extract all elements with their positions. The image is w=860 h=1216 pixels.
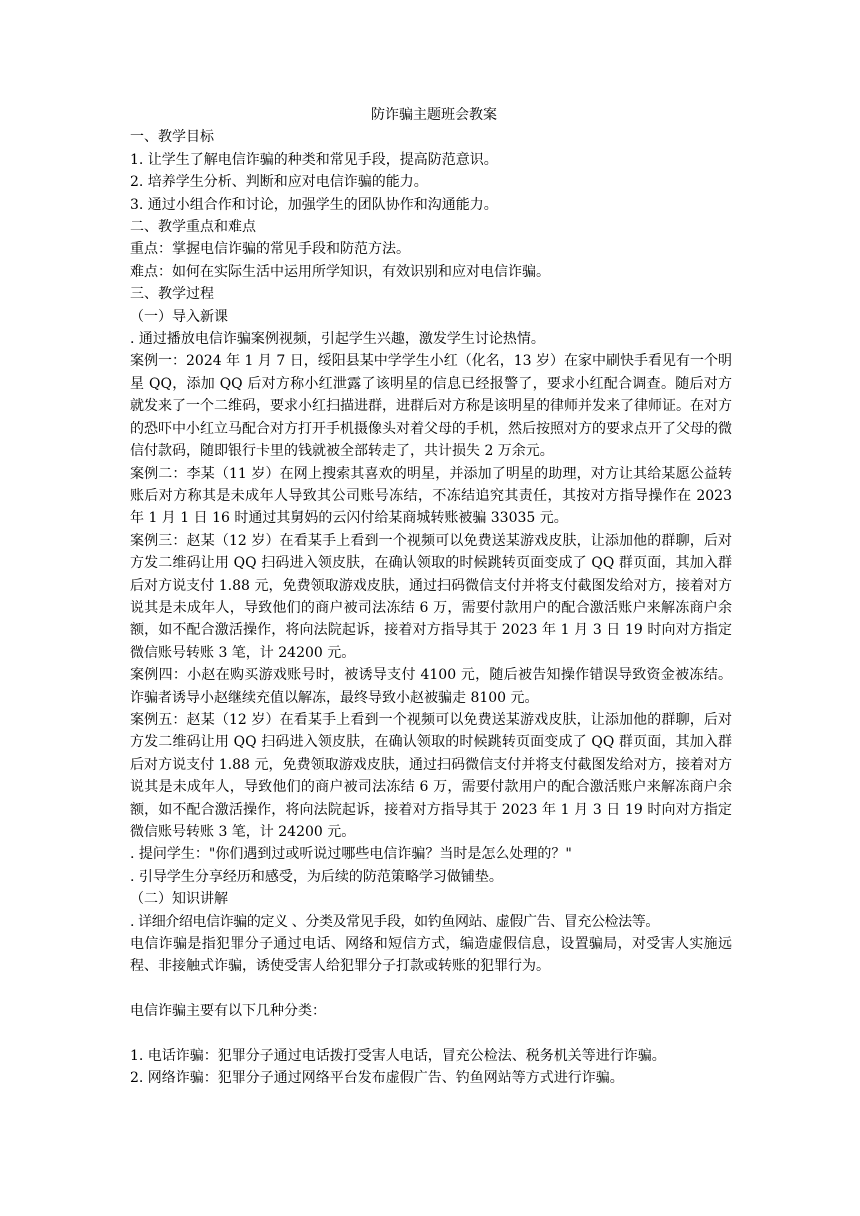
page-title: 防诈骗主题班会教案 [371, 107, 497, 123]
subsection-heading: （一）导入新课 [130, 308, 228, 325]
text-line: . 通过播放电信诈骗案例视频，引起学生兴趣，激发学生讨论热情。 [130, 331, 545, 348]
section-heading: 三、教学过程 [130, 286, 214, 303]
text-line: 重点：掌握电信诈骗的常见手段和防范方法。 [130, 241, 410, 258]
case-paragraph: 案例四：小赵在购买游戏账号时，被诱导支付 4100 元，随后被告知操作错误导致资金被冻结。诈骗者诱导小赵继续充值以解冻，最终导致小赵被骗走 8100 元。 [130, 667, 732, 706]
section-heading: 二、教学重点和难点 [130, 219, 256, 236]
list-item: 1. 电话诈骗：犯罪分子通过电话拨打受害人电话，冒充公检法、税务机关等进行诈骗。 [130, 1048, 666, 1065]
definition-paragraph: 电信诈骗是指犯罪分子通过电话、网络和短信方式，编造虚假信息，设置骗局，对受害人实施远程、非接触式诈骗，诱使受害人给犯罪分子打款或转账的犯罪行为。 [130, 936, 732, 975]
text-line: 难点：如何在实际生活中运用所学知识，有效识别和应对电信诈骗。 [130, 263, 550, 280]
list-item: 1. 让学生了解电信诈骗的种类和常见手段，提高防范意识。 [130, 151, 498, 168]
section-heading: 一、教学目标 [130, 129, 214, 146]
blank-line [130, 978, 732, 1000]
case-paragraph: 案例五：赵某（12 岁）在看某手上看到一个视频可以免费送某游戏皮肤，让添加他的群聊，后对方发二维码让用 QQ 扫码进入领皮肤，在确认领取的时候跳转页面变成了 QQ 群页面，其加入群后对方说支付 1.88 元，免费领取游戏皮肤，通过扫码微信支付并将支付截图发给对方，接着对方说其是未成年人，导致他们的商户被司法冻结 6 万，需要付款用户的配合激活账户来解冻商户余额，如不配合激活操作，将向法院起诉，接着对方指导其于 2023 年 1 月 3 日 19 时向对方指定微信账号转账 3 笔，计 24200 元。 [130, 711, 732, 840]
list-item: 2. 网络诈骗：犯罪分子通过网络平台发布虚假广告、钓鱼网站等方式进行诈骗。 [130, 1070, 624, 1087]
text-line: . 详细介绍电信诈骗的定义 、分类及常见手段，如钓鱼网站、虚假广告、冒充公检法等。 [130, 913, 659, 930]
text-line: . 提问学生："你们遇到过或听说过哪些电信诈骗？当时是怎么处理的？" [130, 846, 572, 863]
case-paragraph: 案例一：2024 年 1 月 7 日，绥阳县某中学学生小红（化名，13 岁）在家中刷快手看见有一个明星 QQ，添加 QQ 后对方称小红泄露了该明星的信息已经报警了，要求小红配合调查。随后对方就发来了一个二维码，要求小红扫描进群，进群后对方称是该明星的律师并发来了律师证。在对方的恐吓中小红立马配合对方打开手机摄像头对着父母的手机，然后按照对方的要求点开了父母的微信付款码，随即银行卡里的钱就被全部转走了，共计损失 2 万余元。 [130, 353, 732, 460]
list-item: 3. 通过小组合作和讨论，加强学生的团队协作和沟通能力。 [130, 196, 498, 213]
text-line: . 引导学生分享经历和感受，为后续的防范策略学习做铺垫。 [130, 868, 503, 885]
list-item: 2. 培养学生分析、判断和应对电信诈骗的能力。 [130, 174, 428, 191]
text-line: 电信诈骗主要有以下几种分类： [130, 1003, 326, 1020]
subsection-heading: （二）知识讲解 [130, 891, 228, 908]
document-body [130, 104, 732, 1090]
case-paragraph: 案例三：赵某（12 岁）在看某手上看到一个视频可以免费送某游戏皮肤，让添加他的群聊，后对方发二维码让用 QQ 扫码进入领皮肤，在确认领取的时候跳转页面变成了 QQ 群页面，其加入群后对方说支付 1.88 元，免费领取游戏皮肤，通过扫码微信支付并将支付截图发给对方，接着对方说其是未成年人，导致他们的商户被司法冻结 6 万，需要付款用户的配合激活账户来解冻商户余额，如不配合激活操作，将向法院起诉，接着对方指导其于 2023 年 1 月 3 日 19 时向对方指定微信账号转账 3 笔，计 24200 元。 [130, 532, 732, 661]
case-paragraph: 案例二：李某（11 岁）在网上搜索其喜欢的明星，并添加了明星的助理，对方让其给某愿公益转账后对方称其是未成年人导致其公司账号冻结，不冻结追究其责任，其按对方指导操作在 2023 年 1 月 1 日 16 时通过其舅妈的云闪付给某商城转账被骗 33035 元。 [130, 465, 732, 527]
blank-line [130, 1023, 732, 1045]
